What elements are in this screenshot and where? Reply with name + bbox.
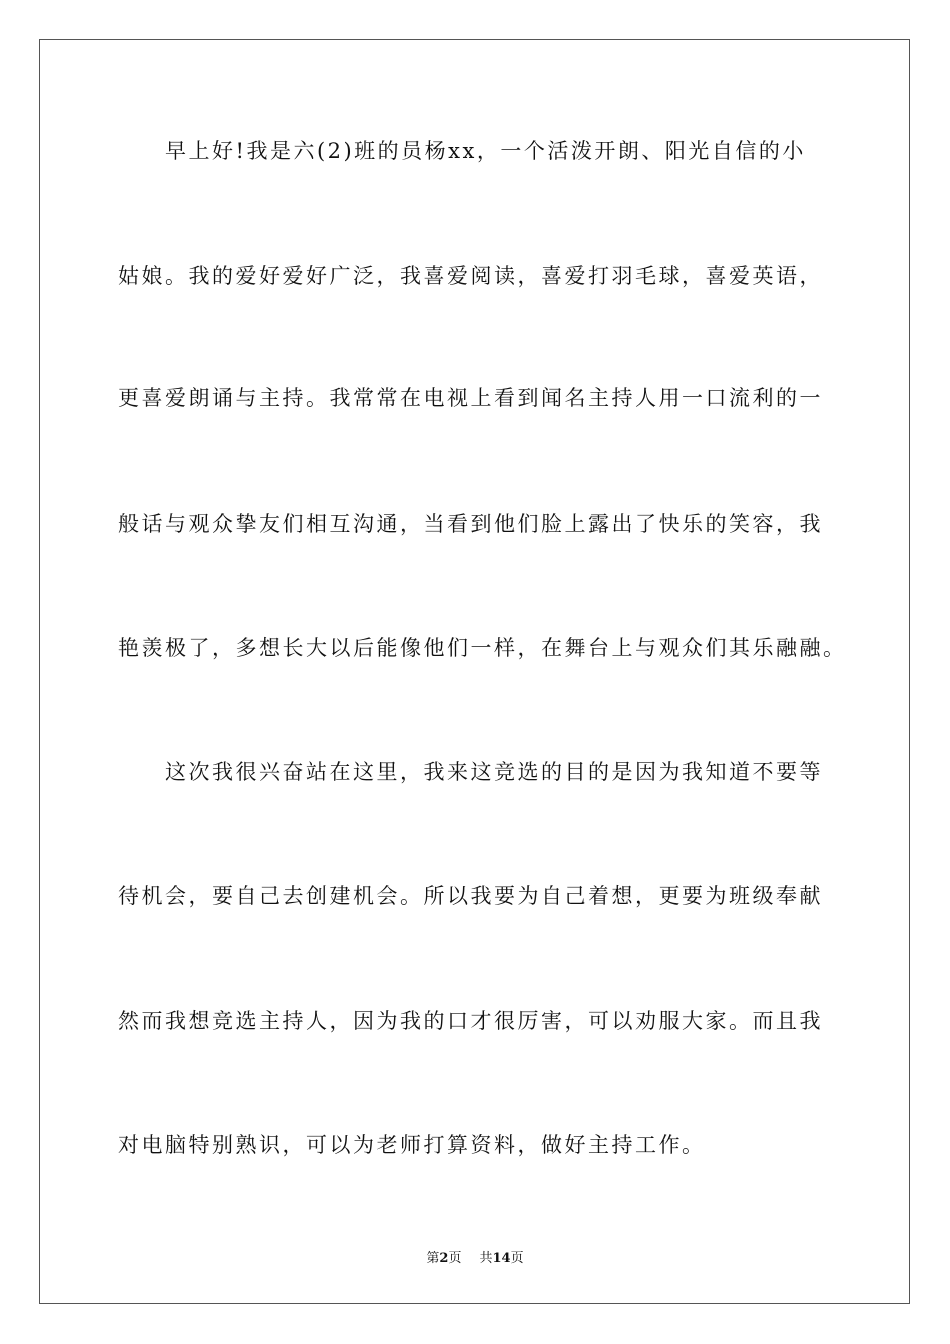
- paragraph-2-line-2: 待机会，要自己去创建机会。所以我要为自己着想，更要为班级奉献: [118, 884, 823, 908]
- footer-page-prefix: 第: [426, 1251, 440, 1266]
- footer-total-suffix: 页: [510, 1251, 524, 1266]
- footer-page-number: 2: [439, 1251, 449, 1266]
- page-footer: [0, 1247, 950, 1266]
- paragraph-1-line-3: 更喜爱朗诵与主持。我常常在电视上看到闻名主持人用一口流利的一: [118, 386, 823, 410]
- footer-page-suffix: 页: [448, 1251, 462, 1266]
- paragraph-2-line-4: 对电脑特别熟识，可以为老师打算资料，做好主持工作。: [118, 1133, 706, 1157]
- paragraph-1-line-2: 姑娘。我的爱好爱好广泛，我喜爱阅读，喜爱打羽毛球，喜爱英语，: [118, 264, 823, 288]
- paragraph-1-line-5: 艳羡极了，多想长大以后能像他们一样，在舞台上与观众们其乐融融。: [118, 636, 847, 660]
- paragraph-1-line-1: 早上好!我是六(2)班的员杨xx，一个活泼开朗、阳光自信的小: [165, 139, 806, 163]
- page-frame: [39, 39, 910, 1304]
- footer-total-prefix: 共: [479, 1251, 493, 1266]
- paragraph-2-line-3: 然而我想竞选主持人，因为我的口才很厉害，可以劝服大家。而且我: [118, 1009, 823, 1033]
- paragraph-1-line-4: 般话与观众挚友们相互沟通，当看到他们脸上露出了快乐的笑容，我: [118, 512, 823, 536]
- footer-total-pages: 14: [492, 1251, 511, 1266]
- paragraph-2-line-1: 这次我很兴奋站在这里，我来这竞选的目的是因为我知道不要等: [165, 760, 823, 784]
